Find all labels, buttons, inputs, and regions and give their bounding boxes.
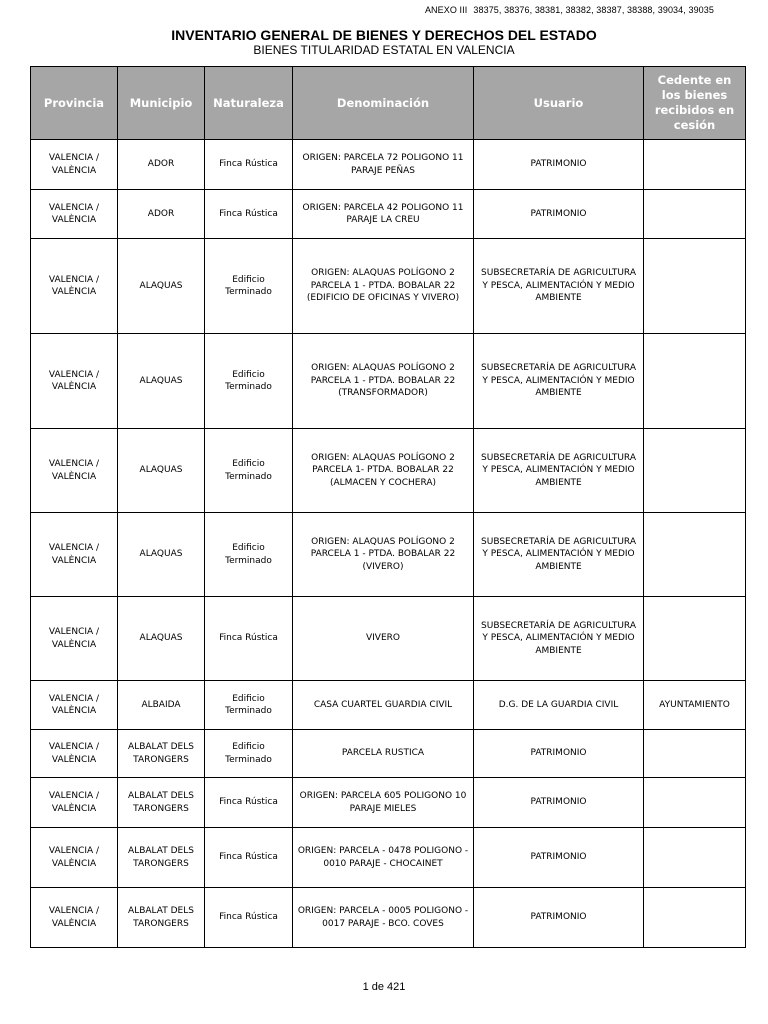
provincia-cell: VALENCIA / VALÈNCIA <box>31 681 118 730</box>
naturaleza-cell: Finca Rústica <box>205 190 293 239</box>
usuario-cell: PATRIMONIO <box>474 888 644 948</box>
naturaleza-cell: Finca Rústica <box>205 828 293 888</box>
usuario-cell: PATRIMONIO <box>474 140 644 190</box>
cedente-cell <box>644 140 746 190</box>
usuario-cell: SUBSECRETARÍA DE AGRICULTURA Y PESCA, ALIMENTACIÓN Y MEDIO AMBIENTE <box>474 239 644 334</box>
denominacion-cell: ORIGEN: ALAQUAS POLÍGONO 2 PARCELA 1 - PTDA. BOBALAR 22 (EDIFICIO DE OFICINAS Y VIVERO) <box>293 239 474 334</box>
cedente-cell <box>644 190 746 239</box>
usuario-cell: PATRIMONIO <box>474 190 644 239</box>
naturaleza-cell: Finca Rústica <box>205 778 293 828</box>
usuario-cell: SUBSECRETARÍA DE AGRICULTURA Y PESCA, ALIMENTACIÓN Y MEDIO AMBIENTE <box>474 334 644 429</box>
cedente-cell <box>644 239 746 334</box>
document-title: INVENTARIO GENERAL DE BIENES Y DERECHOS DEL ESTADO <box>171 27 597 43</box>
table-row <box>31 888 746 948</box>
provincia-cell: VALENCIA / VALÈNCIA <box>31 778 118 828</box>
table-row <box>31 429 746 513</box>
header-provincia: Provincia <box>31 67 118 140</box>
usuario-cell: SUBSECRETARÍA DE AGRICULTURA Y PESCA, ALIMENTACIÓN Y MEDIO AMBIENTE <box>474 429 644 513</box>
provincia-cell: VALENCIA / VALÈNCIA <box>31 730 118 778</box>
table-row <box>31 239 746 334</box>
header-municipio: Municipio <box>118 67 205 140</box>
denominacion-cell: ORIGEN: ALAQUAS POLÍGONO 2 PARCELA 1- PTDA. BOBALAR 22 (ALMACEN Y COCHERA) <box>293 429 474 513</box>
usuario-cell: PATRIMONIO <box>474 778 644 828</box>
table-row <box>31 778 746 828</box>
annex-label: ANEXO III <box>424 5 468 15</box>
document-subtitle: BIENES TITULARIDAD ESTATAL EN VALENCIA <box>253 43 515 57</box>
cedente-cell <box>644 334 746 429</box>
naturaleza-cell: Edificio Terminado <box>205 429 293 513</box>
header-denominacion: Denominación <box>293 67 474 140</box>
cedente-cell <box>644 778 746 828</box>
naturaleza-cell: Edificio Terminado <box>205 513 293 597</box>
municipio-cell: ALBALAT DELS TARONGERS <box>118 888 205 948</box>
annex-codes: 38375, 38376, 38381, 38382, 38387, 38388, 39034, 39035 <box>473 5 714 15</box>
cedente-cell: AYUNTAMIENTO <box>644 681 746 730</box>
denominacion-cell: PARCELA RUSTICA <box>293 730 474 778</box>
naturaleza-cell: Edificio Terminado <box>205 730 293 778</box>
naturaleza-cell: Finca Rústica <box>205 888 293 948</box>
provincia-cell: VALENCIA / VALÈNCIA <box>31 140 118 190</box>
denominacion-cell: ORIGEN: ALAQUAS POLÍGONO 2 PARCELA 1 - PTDA. BOBALAR 22 (TRANSFORMADOR) <box>293 334 474 429</box>
denominacion-cell: ORIGEN: PARCELA - 0005 POLIGONO - 0017 PARAJE - BCO. COVES <box>293 888 474 948</box>
inventory-table <box>30 66 746 948</box>
header-naturaleza: Naturaleza <box>205 67 293 140</box>
page-number: 1 de 421 <box>362 981 406 993</box>
provincia-cell: VALENCIA / VALÈNCIA <box>31 190 118 239</box>
municipio-cell: ALBALAT DELS TARONGERS <box>118 730 205 778</box>
table-row <box>31 730 746 778</box>
municipio-cell: ALBALAT DELS TARONGERS <box>118 828 205 888</box>
denominacion-cell: CASA CUARTEL GUARDIA CIVIL <box>293 681 474 730</box>
municipio-cell: ADOR <box>118 190 205 239</box>
provincia-cell: VALENCIA / VALÈNCIA <box>31 513 118 597</box>
naturaleza-cell: Edificio Terminado <box>205 681 293 730</box>
header-row <box>31 67 746 140</box>
table-row <box>31 597 746 681</box>
denominacion-cell: ORIGEN: PARCELA 42 POLIGONO 11 PARAJE LA CREU <box>293 190 474 239</box>
cedente-cell <box>644 597 746 681</box>
table-row <box>31 190 746 239</box>
usuario-cell: SUBSECRETARÍA DE AGRICULTURA Y PESCA, ALIMENTACIÓN Y MEDIO AMBIENTE <box>474 597 644 681</box>
cedente-cell <box>644 828 746 888</box>
provincia-cell: VALENCIA / VALÈNCIA <box>31 239 118 334</box>
usuario-cell: PATRIMONIO <box>474 730 644 778</box>
municipio-cell: ALAQUAS <box>118 239 205 334</box>
denominacion-cell: ORIGEN: PARCELA 605 POLIGONO 10 PARAJE MIELES <box>293 778 474 828</box>
usuario-cell: PATRIMONIO <box>474 828 644 888</box>
table-row <box>31 828 746 888</box>
cedente-cell <box>644 513 746 597</box>
denominacion-cell: ORIGEN: PARCELA - 0478 POLIGONO - 0010 PARAJE - CHOCAINET <box>293 828 474 888</box>
naturaleza-cell: Finca Rústica <box>205 140 293 190</box>
municipio-cell: ADOR <box>118 140 205 190</box>
naturaleza-cell: Edificio Terminado <box>205 239 293 334</box>
header-cedente: Cedente en los bienes recibidos en cesión <box>644 67 746 140</box>
denominacion-cell: VIVERO <box>293 597 474 681</box>
usuario-cell: D.G. DE LA GUARDIA CIVIL <box>474 681 644 730</box>
provincia-cell: VALENCIA / VALÈNCIA <box>31 429 118 513</box>
provincia-cell: VALENCIA / VALÈNCIA <box>31 597 118 681</box>
provincia-cell: VALENCIA / VALÈNCIA <box>31 334 118 429</box>
header-usuario: Usuario <box>474 67 644 140</box>
denominacion-cell: ORIGEN: ALAQUAS POLÍGONO 2 PARCELA 1 - PTDA. BOBALAR 22 (VIVERO) <box>293 513 474 597</box>
table-row <box>31 140 746 190</box>
cedente-cell <box>644 888 746 948</box>
table-row <box>31 681 746 730</box>
annex-reference <box>425 5 714 15</box>
cedente-cell <box>644 730 746 778</box>
municipio-cell: ALAQUAS <box>118 334 205 429</box>
table-row <box>31 513 746 597</box>
cedente-cell <box>644 429 746 513</box>
provincia-cell: VALENCIA / VALÈNCIA <box>31 888 118 948</box>
municipio-cell: ALAQUAS <box>118 597 205 681</box>
municipio-cell: ALBAIDA <box>118 681 205 730</box>
table-row <box>31 334 746 429</box>
provincia-cell: VALENCIA / VALÈNCIA <box>31 828 118 888</box>
municipio-cell: ALAQUAS <box>118 513 205 597</box>
naturaleza-cell: Finca Rústica <box>205 597 293 681</box>
usuario-cell: SUBSECRETARÍA DE AGRICULTURA Y PESCA, ALIMENTACIÓN Y MEDIO AMBIENTE <box>474 513 644 597</box>
naturaleza-cell: Edificio Terminado <box>205 334 293 429</box>
denominacion-cell: ORIGEN: PARCELA 72 POLIGONO 11 PARAJE PEÑAS <box>293 140 474 190</box>
municipio-cell: ALBALAT DELS TARONGERS <box>118 778 205 828</box>
municipio-cell: ALAQUAS <box>118 429 205 513</box>
